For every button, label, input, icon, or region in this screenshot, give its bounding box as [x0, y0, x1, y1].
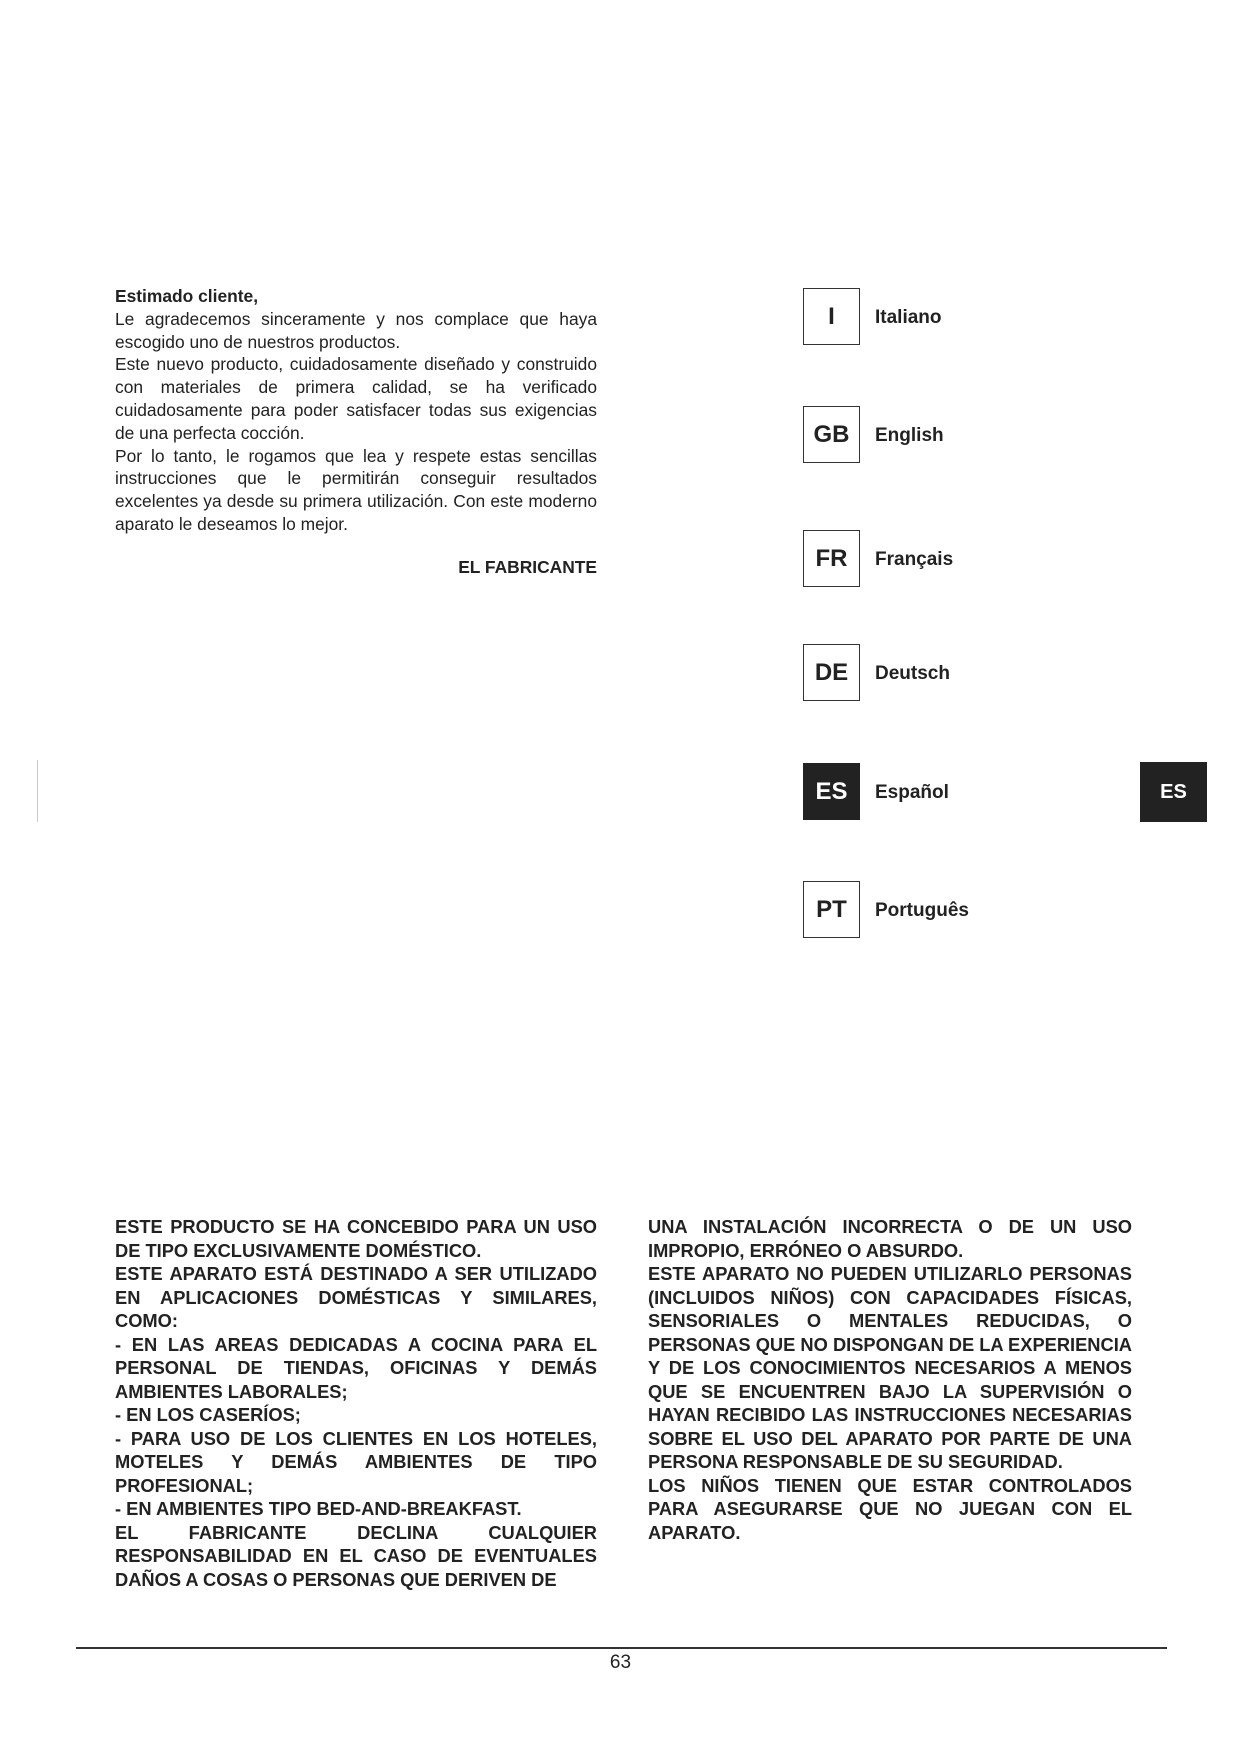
warning-column-right	[648, 1215, 1132, 1544]
language-name: Français	[875, 549, 954, 570]
language-code: ES	[803, 763, 860, 820]
language-name: Español	[875, 782, 949, 803]
warning-paragraph: EL FABRICANTE DECLINA CUALQUIER RESPONSABILIDAD EN EL CASO DE EVENTUALES DAÑOS A COSAS O PERSONAS QUE DERIVEN DE	[115, 1521, 597, 1590]
warning-column-left	[115, 1215, 597, 1591]
language-code: DE	[803, 644, 860, 701]
language-francais[interactable]	[803, 530, 1163, 590]
footer-rule	[76, 1647, 1167, 1649]
language-english[interactable]	[803, 406, 1163, 466]
warning-paragraph: - PARA USO DE LOS CLIENTES EN LOS HOTELES, MOTELES Y DEMÁS AMBIENTES DE TIPO PROFESIONAL;	[115, 1427, 597, 1496]
language-deutsch[interactable]	[803, 644, 1163, 704]
intro-paragraph: Por lo tanto, le rogamos que lea y respete estas sencillas instrucciones que le permitirán conseguir resultados excelentes ya desde su primera utilización. Con este moderno aparato le deseamos lo mejor.	[115, 445, 597, 534]
signature: EL FABRICANTE	[458, 556, 597, 577]
warning-paragraph: ESTE APARATO ESTÁ DESTINADO A SER UTILIZADO EN APLICACIONES DOMÉSTICAS Y SIMILARES, COMO:	[115, 1263, 597, 1331]
warning-paragraph: - EN LOS CASERÍOS;	[115, 1404, 301, 1425]
language-code: PT	[803, 881, 860, 938]
language-code: I	[803, 288, 860, 345]
warning-paragraph: LOS NIÑOS TIENEN QUE ESTAR CONTROLADOS PARA ASEGURARSE QUE NO JUEGAN CON EL APARATO.	[648, 1474, 1132, 1543]
warning-paragraph: ESTE PRODUCTO SE HA CONCEBIDO PARA UN USO DE TIPO EXCLUSIVAMENTE DOMÉSTICO.	[115, 1216, 597, 1261]
language-espanol[interactable]	[803, 763, 1163, 823]
intro-paragraph: Este nuevo producto, cuidadosamente diseñado y construido con materiales de primera calidad, se ha verificado cuidadosamente para poder satisfacer todas sus exigencias de una perfecta cocción.	[115, 354, 597, 443]
page-number: 63	[609, 1652, 632, 1673]
warning-paragraph: - EN LAS AREAS DEDICADAS A COCINA PARA EL PERSONAL DE TIENDAS, OFICINAS Y DEMÁS AMBIENTES LABORALES;	[115, 1333, 597, 1402]
language-portugues[interactable]	[803, 881, 1163, 941]
side-tab-es[interactable]: ES	[1140, 762, 1207, 822]
warning-paragraph: ESTE APARATO NO PUEDEN UTILIZARLO PERSONAS (INCLUIDOS NIÑOS) CON CAPACIDADES FÍSICAS, SENSORIALES O MENTALES REDUCIDAS, O PERSONAS QUE NO DISPONGAN DE LA EXPERIENCIA Y DE LOS CONOCIMIENTOS NECESARIOS A MENOS QUE SE ENCUENTREN BAJO LA SUPERVISIÓN O HAYAN RECIBIDO LAS INSTRUCCIONES NECESARIAS SOBRE EL USO DEL APARATO POR PARTE DE UNA PERSONA RESPONSABLE DE SU SEGURIDAD.	[648, 1263, 1132, 1472]
language-name: Deutsch	[875, 663, 950, 684]
intro-letter	[115, 285, 597, 579]
language-name: Italiano	[875, 307, 942, 328]
warning-paragraph: - EN AMBIENTES TIPO BED-AND-BREAKFAST.	[115, 1498, 522, 1519]
language-code: GB	[803, 406, 860, 463]
intro-paragraph: Le agradecemos sinceramente y nos complace que haya escogido uno de nuestros productos.	[115, 308, 597, 352]
margin-mark	[37, 760, 38, 822]
language-name: English	[875, 425, 944, 446]
language-name: Português	[875, 900, 969, 921]
warning-paragraph: UNA INSTALACIÓN INCORRECTA O DE UN USO IMPROPIO, ERRÓNEO O ABSURDO.	[648, 1216, 1132, 1261]
language-italiano[interactable]	[803, 288, 1163, 348]
greeting: Estimado cliente,	[115, 286, 259, 306]
language-code: FR	[803, 530, 860, 587]
